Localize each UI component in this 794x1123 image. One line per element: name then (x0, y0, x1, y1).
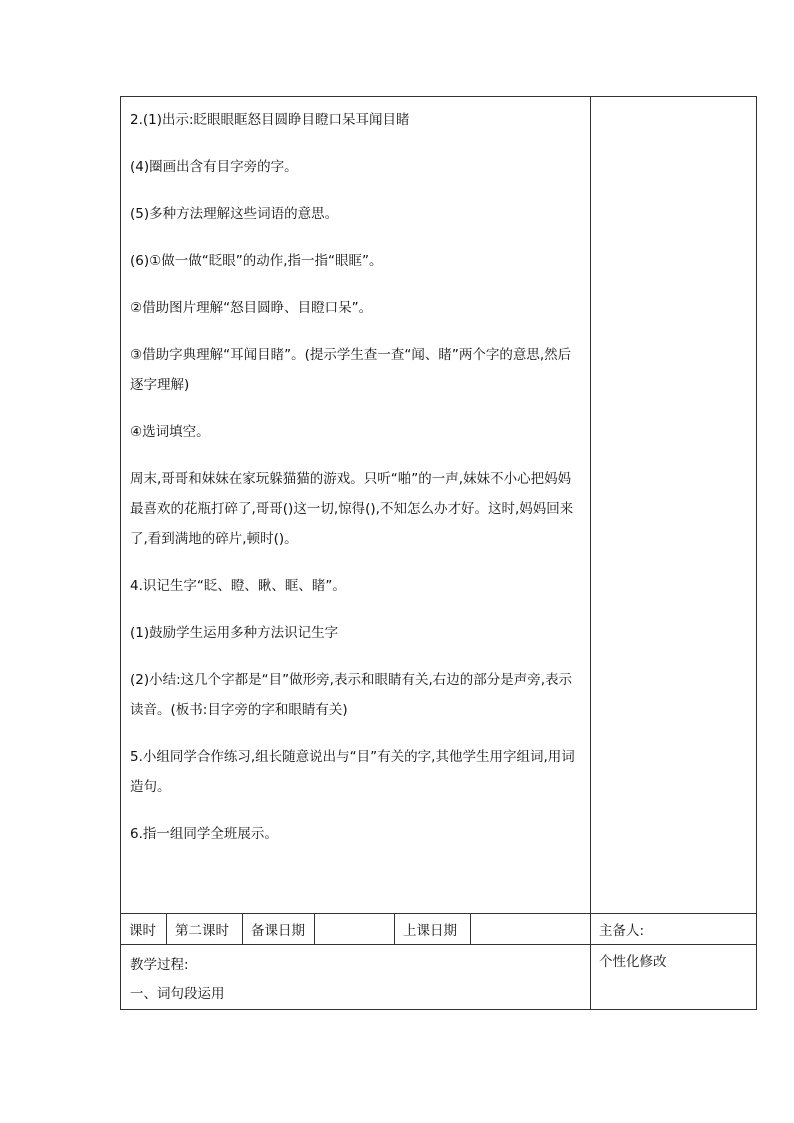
content-paragraph: ③借助字典理解“耳闻目睹”。(提示学生查一查“闻、睹”两个字的意思,然后逐字理解) (130, 347, 572, 393)
teaching-content-cell (121, 97, 591, 914)
content-paragraph: 4.识记生字“眨、瞪、瞅、眶、睹”。 (130, 578, 346, 594)
content-paragraph: 6.指一组同学全班展示。 (130, 826, 278, 842)
lesson-label: 课时 (121, 914, 167, 945)
teaching-process-cell (121, 945, 591, 1010)
lesson-plan-table (120, 96, 757, 1010)
content-paragraph: (1)鼓励学生运用多种方法识记生字 (130, 625, 339, 641)
class-date-label: 上课日期 (395, 914, 471, 945)
content-paragraph: (2)小结:这几个字都是“目”做形旁,表示和眼睛有关,右边的部分是声旁,表示读音。(板书:目字旁的字和眼睛有关) (130, 672, 573, 718)
personalized-revision-cell (591, 945, 757, 1010)
section-heading: 一、词句段运用 (130, 986, 225, 1002)
content-paragraph: 周末,哥哥和妹妹在家玩躲猫猫的游戏。只听“啪”的一声,妹妹不小心把妈妈最喜欢的花瓶打碎了,哥哥()这一切,惊得(),不知怎么办才好。这时,妈妈回来了,看到满地的碎片,顿时()。 (130, 471, 574, 547)
lesson-value: 第二课时 (167, 914, 243, 945)
content-paragraph: (6)①做一做“眨眼”的动作,指一指“眼眶”。 (130, 253, 383, 269)
content-paragraph: (5)多种方法理解这些词语的意思。 (130, 206, 339, 222)
content-paragraph: ②借助图片理解“怒目圆睁、目瞪口呆”。 (130, 300, 373, 316)
class-date-value[interactable] (471, 914, 591, 945)
prep-date-value[interactable] (315, 914, 395, 945)
lesson-info-row (121, 914, 757, 945)
content-paragraph: (4)圈画出含有目字旁的字。 (130, 159, 298, 175)
personalized-revision-label: 个性化修改 (599, 954, 667, 970)
content-paragraph: ④选词填空。 (130, 424, 210, 440)
content-paragraph: 2.(1)出示:眨眼眼眶怒目圆睁目瞪口呆耳闻目睹 (130, 112, 410, 128)
revision-column-cell (591, 97, 757, 914)
preparer-label: 主备人: (591, 914, 757, 945)
teaching-process-label: 教学过程: (130, 957, 189, 973)
content-paragraph: 5.小组同学合作练习,组长随意说出与“目”有关的字,其他学生用字组词,用词造句。 (130, 749, 575, 795)
prep-date-label: 备课日期 (243, 914, 315, 945)
